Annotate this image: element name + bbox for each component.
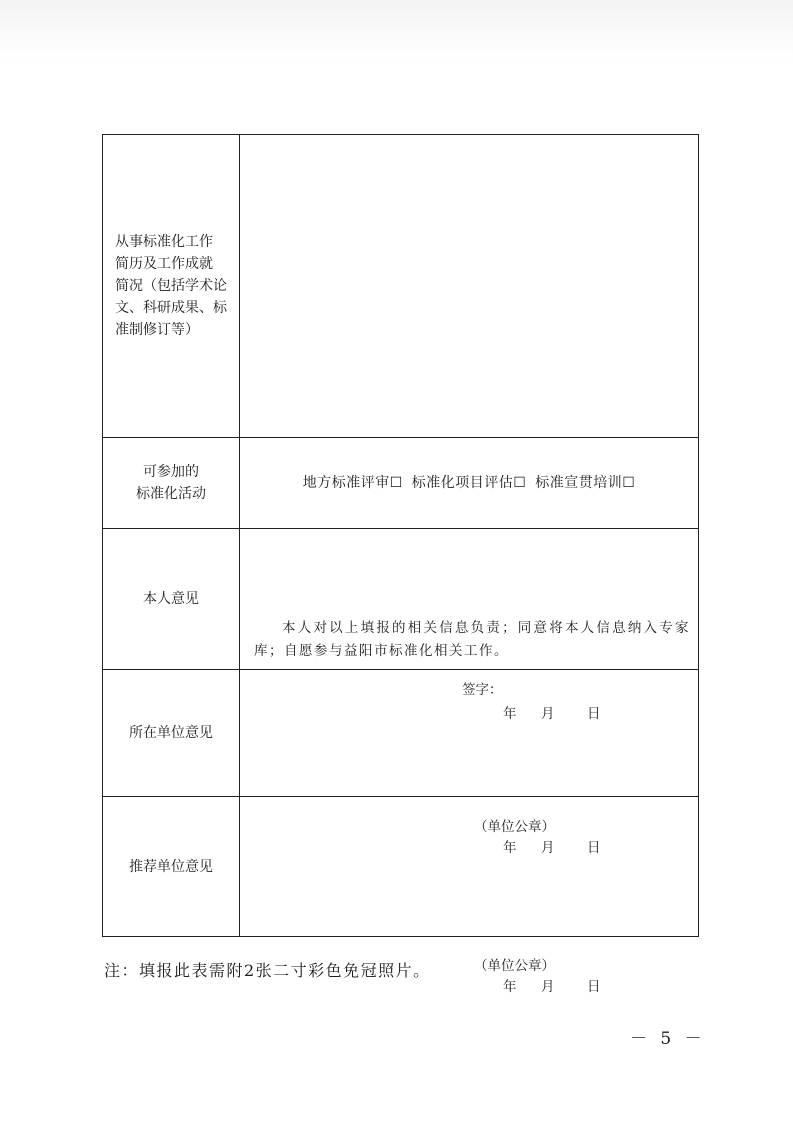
work-resume-label-line: 文、科研成果、标 (115, 300, 227, 316)
activities-label-line: 标准化活动 (136, 486, 206, 502)
work-resume-label-line: 准制修订等） (115, 322, 199, 338)
date-month: 月 (541, 840, 555, 856)
date-month: 月 (541, 978, 555, 995)
date-day: 日 (587, 978, 601, 995)
signature-label: 签字： (462, 682, 503, 698)
work-resume-label-line: 简历及工作成就 (115, 256, 213, 272)
activities-label (103, 438, 240, 529)
option-standard-training[interactable]: 标准宣贯培训☐ (535, 475, 636, 491)
employer-opinion-row (103, 670, 699, 797)
personal-opinion-field (240, 529, 699, 722)
date-line (503, 976, 601, 998)
date-year: 年 (503, 840, 517, 856)
date-month: 月 (541, 706, 555, 722)
date-line (503, 703, 601, 725)
activities-row (103, 438, 699, 529)
date-day: 日 (587, 706, 601, 722)
work-resume-label-line: 简况（包括学术论 (115, 278, 227, 294)
work-resume-label-line: 从事标准化工作 (115, 234, 213, 250)
employer-opinion-label: 所在单位意见 (103, 670, 240, 797)
personal-opinion-row (103, 529, 699, 670)
personal-statement: 本人对以上填报的相关信息负责；同意将本人信息纳入专家库；自愿参与益阳市标准化相关工作。 (254, 620, 690, 659)
work-resume-field[interactable] (240, 135, 699, 438)
recommender-opinion-row (103, 797, 699, 937)
recommender-opinion-label: 推荐单位意见 (103, 797, 240, 937)
personal-opinion-label: 本人意见 (103, 529, 240, 670)
page-number: － 5 － (630, 1029, 706, 1049)
date-day: 日 (587, 840, 601, 856)
date-year: 年 (503, 978, 517, 995)
date-line (503, 837, 601, 859)
activities-options (240, 438, 699, 529)
unit-seal-label: （单位公章） (474, 957, 555, 974)
option-project-evaluation[interactable]: 标准化项目评估☐ (411, 475, 527, 491)
date-year: 年 (503, 706, 517, 722)
scan-edge-shading (0, 0, 793, 60)
work-resume-row (103, 135, 699, 438)
photo-note: 注：填报此表需附2张二寸彩色免冠照片。 (104, 961, 431, 980)
work-resume-label (103, 135, 240, 438)
unit-seal-label: （单位公章） (474, 819, 555, 835)
option-local-standard-review[interactable]: 地方标准评审☐ (302, 475, 403, 491)
activities-label-line: 可参加的 (143, 464, 199, 480)
